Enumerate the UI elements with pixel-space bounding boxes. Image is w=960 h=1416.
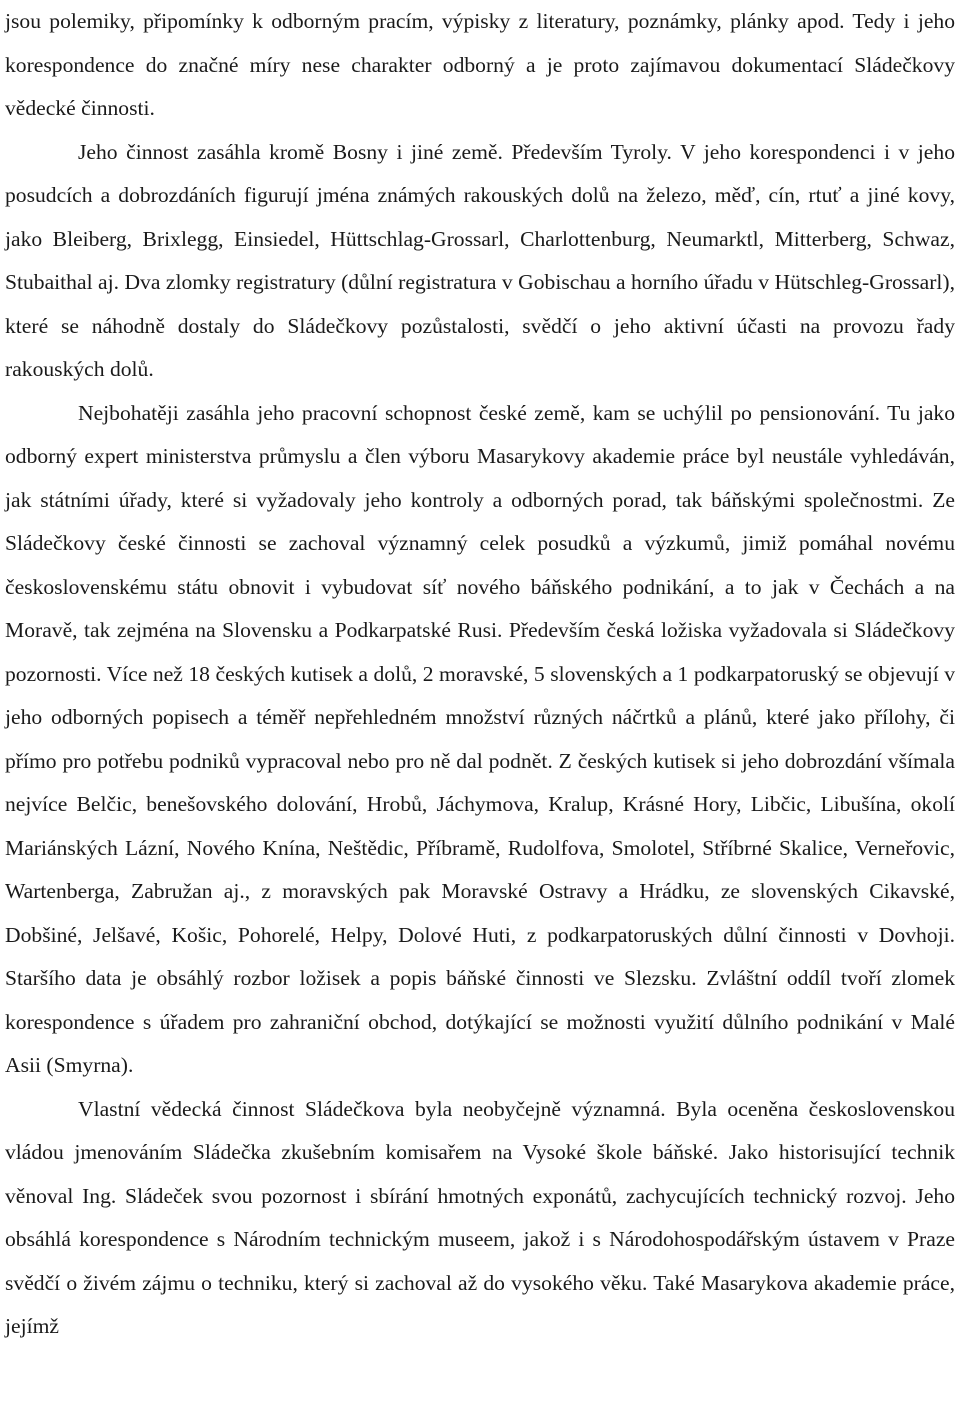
paragraph-1: jsou polemiky, připomínky k odborným pracím, výpisky z literatury, poznámky, plánky apod. Tedy i jeho korespondence do značné míry nese charakter odborný a je proto zajímavou dokumentací Sládečkovy vědecké činnosti.: [5, 9, 955, 120]
paragraph-2: Jeho činnost zasáhla kromě Bosny i jiné země. Především Tyroly. V jeho korespondenci i v jeho posudcích a dobrozdáních figurují jména známých rakouských dolů na železo, měď, cín, rtuť a jiné kovy, jako Bleiberg, Brixlegg, Einsiedel, Hüttschlag-Grossarl, Charlottenburg, Neumarktl, Mitterberg, Schwaz, Stubaithal aj. Dva zlomky registratury (důlní registratura v Gobischau a horního úřadu v Hütschleg-Grossarl), které se náhodně dostaly do Sládečkovy pozůstalosti, svědčí o jeho aktivní účasti na provozu řady rakouských dolů.: [5, 139, 955, 381]
document-page: [5, 0, 955, 1349]
paragraph-4: Vlastní vědecká činnost Sládečkova byla neobyčejně významná. Byla oceněna československou vládou jmenováním Sládečka zkušebním komisařem na Vysoké škole báňské. Jako historisující technik věnoval Ing. Sládeček svou pozornost i sbírání hmotných exponátů, zachycujících technický rozvoj. Jeho obsáhlá korespondence s Národním technickým museem, jakož i s Národohospodářským ústavem v Praze svědčí o živém zájmu o techniku, který si zachoval až do vysokého věku. Také Masarykova akademie práce, jejímž: [5, 1096, 955, 1338]
paragraph-3: Nejbohatěji zasáhla jeho pracovní schopnost české země, kam se uchýlil po pensionování. Tu jako odborný expert ministerstva průmyslu a člen výboru Masarykovy akademie práce byl neustále vyhledáván, jak státními úřady, které si vyžadovaly jeho kontroly a odborných porad, tak báňskými společnostmi. Ze Sládečkovy české činnosti se zachoval významný celek posudků a výzkumů, jimiž pomáhal novému československému státu obnovit i vybudovat síť nového báňského podnikání, a to jak v Čechách a na Moravě, tak zejména na Slovensku a Podkarpatské Rusi. Především česká ložiska vyžadovala si Sládečkovy pozornosti. Více než 18 českých kutisek a dolů, 2 moravské, 5 slovenských a 1 podkarpatoruský se objevují v jeho odborných popisech a téměř nepřehledném množství různých náčrtků a plánů, které jako přílohy, či přímo pro potřebu podniků vypracoval nebo pro ně dal podnět. Z českých kutisek si jeho dobrozdání všímala nejvíce Belčic, benešovského dolování, Hrobů, Jáchymova, Kralup, Krásné Hory, Libčic, Libušína, okolí Mariánských Lázní, Nového Knína, Neštědic, Příbramě, Rudolfova, Smolotel, Stříbrné Skalice, Verneřovic, Wartenberga, Zabružan aj., z moravských pak Moravské Ostravy a Hrádku, ze slovenských Cikavské, Dobšiné, Jelšavé, Košic, Pohorelé, Helpy, Dolové Huti, z podkarpatoruských důlní činnosti v Dovhoji. Staršího data je obsáhlý rozbor ložisek a popis báňské činnosti ve Slezsku. Zvláštní oddíl tvoří zlomek korespondence s úřadem pro zahraniční obchod, dotýkající se možnosti využití důlního podnikání v Malé Asii (Smyrna).: [5, 400, 955, 1077]
